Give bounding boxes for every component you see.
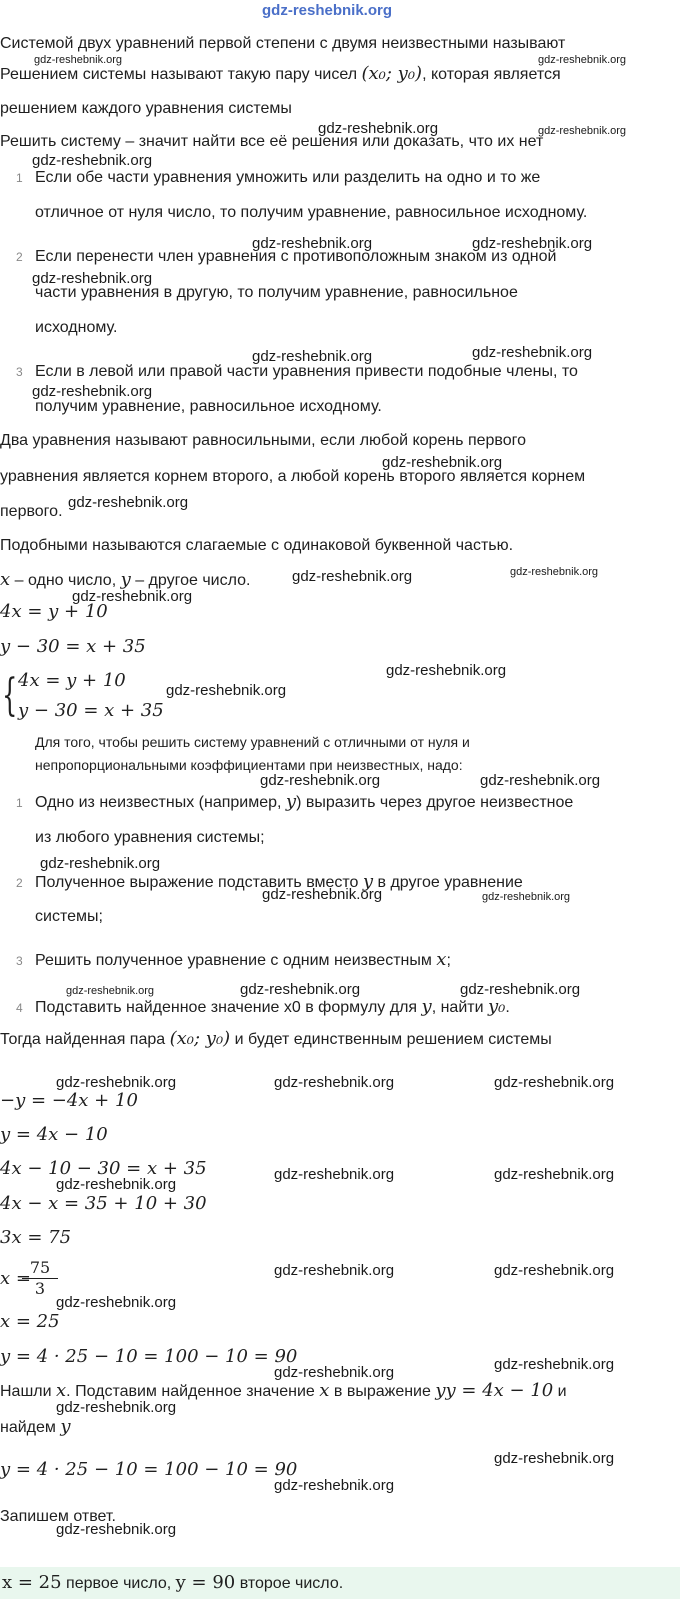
watermark: gdz-reshebnik.org: [32, 152, 153, 169]
watermark: gdz-reshebnik.org: [538, 54, 627, 66]
step-number: 2: [16, 876, 23, 890]
step-text: .: [505, 999, 510, 1016]
step-var: x: [436, 949, 447, 970]
fraction-lhs: x =: [0, 1268, 31, 1289]
rule-number: 3: [16, 365, 23, 379]
watermark: gdz-reshebnik.org: [66, 985, 155, 997]
rule-2-line-2: части уравнения в другую, то получим уравнение, равносильное: [35, 284, 518, 301]
similar-definition: Подобными называются слагаемые с одинаковой буквенной частью.: [0, 537, 514, 554]
watermark: gdz-reshebnik.org: [252, 235, 373, 252]
watermark: gdz-reshebnik.org: [494, 1074, 615, 1091]
watermark: gdz-reshebnik.org: [274, 1166, 395, 1183]
var-text: – другое число.: [130, 572, 251, 589]
watermark: gdz-reshebnik.org: [56, 1294, 177, 1311]
rule-number: 1: [16, 171, 23, 185]
step-2-line-2: системы;: [35, 908, 103, 925]
watermark: gdz-reshebnik.org: [56, 1074, 177, 1091]
step-var: y: [362, 871, 374, 892]
watermark: gdz-reshebnik.org: [260, 772, 381, 789]
then-text: и будет единственным решением системы: [230, 1031, 552, 1048]
answer-line: [2, 1573, 343, 1594]
answer-y: y = 90: [175, 1572, 236, 1593]
watermark: gdz-reshebnik.org: [472, 344, 593, 361]
equation-1: 4x = y + 10: [0, 601, 108, 622]
rule-1-line-2: отличное от нуля число, то получим уравнение, равносильное исходному.: [35, 204, 588, 221]
step-4-line-1: [35, 997, 510, 1018]
rule-2-line-1: Если перенести член уравнения с противоположным знаком из одной: [35, 248, 557, 265]
intro-line-2: [0, 64, 561, 85]
watermark: gdz-reshebnik.org: [240, 981, 361, 998]
watermark: gdz-reshebnik.org: [56, 1399, 177, 1416]
answer-x: x = 25: [2, 1572, 62, 1593]
watermark: gdz-reshebnik.org: [56, 1176, 177, 1193]
step-3-line-1: [35, 950, 451, 971]
method-intro-line-2: непропорциональными коэффициентами при неизвестных, надо:: [35, 757, 463, 773]
fraction-numerator: 75: [22, 1258, 58, 1279]
rule-number: 2: [16, 250, 23, 264]
watermark: gdz-reshebnik.org: [252, 348, 373, 365]
step-1-line-2: из любого уравнения системы;: [35, 829, 265, 846]
var-y: y: [120, 569, 131, 590]
found-var: y: [60, 1416, 71, 1437]
step-var: y: [285, 791, 297, 812]
watermark: gdz-reshebnik.org: [56, 1521, 177, 1538]
step-number: 1: [16, 796, 23, 810]
solution-line: 4x − 10 − 30 = x + 35: [0, 1158, 207, 1179]
rule-3-line-2: получим уравнение, равносильное исходному.: [35, 398, 382, 415]
step-text: Подставить найденное значение x0 в формулу для: [35, 999, 422, 1016]
found-expression: yy = 4x − 10: [435, 1380, 554, 1401]
watermark: gdz-reshebnik.org: [274, 1364, 395, 1381]
watermark: gdz-reshebnik.org: [460, 981, 581, 998]
watermark: gdz-reshebnik.org: [32, 383, 153, 400]
rule-2-line-3: исходному.: [35, 319, 118, 336]
intro-line-2-text: Решением системы называют такую пару чисел: [0, 66, 362, 83]
watermark: gdz-reshebnik.org: [72, 588, 193, 605]
watermark: gdz-reshebnik.org: [386, 662, 507, 679]
rule-1-line-1: Если обе части уравнения умножить или разделить на одно и то же: [35, 169, 541, 186]
found-text: Нашли: [0, 1383, 57, 1400]
watermark: gdz-reshebnik.org: [494, 1262, 615, 1279]
pair-math: (x₀; y₀): [169, 1028, 231, 1049]
then-line: [0, 1029, 552, 1050]
rule-3-line-1: Если в левой или правой части уравнения привести подобные члены, то: [35, 363, 578, 380]
found-text: . Подставим найденное значение: [66, 1383, 320, 1400]
solution-line: y = 4x − 10: [0, 1124, 108, 1145]
step-text: Решить полученное уравнение с одним неизвестным: [35, 952, 437, 969]
watermark: gdz-reshebnik.org: [482, 891, 571, 903]
watermark: gdz-reshebnik.org: [472, 235, 593, 252]
watermark: gdz-reshebnik.org: [538, 125, 627, 137]
step-text: ;: [446, 952, 451, 969]
system-brace: {: [2, 670, 18, 721]
solution-line: −y = −4x + 10: [0, 1090, 138, 1111]
system-equation-2: y − 30 = x + 35: [18, 700, 164, 721]
step-var: y₀: [487, 996, 506, 1017]
step-text: Полученное выражение подставить вместо: [35, 874, 363, 891]
watermark: gdz-reshebnik.org: [68, 494, 189, 511]
watermark: gdz-reshebnik.org: [494, 1356, 615, 1373]
watermark: gdz-reshebnik.org: [318, 120, 439, 137]
system-equation-1: 4x = y + 10: [18, 670, 126, 691]
pair-math: (x₀; y₀): [361, 63, 423, 84]
answer-text: второе число.: [235, 1575, 344, 1592]
watermark: gdz-reshebnik.org: [510, 566, 599, 578]
found-line-2: [0, 1417, 71, 1438]
intro-line-4: Решить систему – значит найти все её решения или доказать, что их нет: [0, 133, 544, 150]
fraction-denominator: 3: [34, 1279, 46, 1298]
intro-line-3: решением каждого уравнения системы: [0, 100, 292, 117]
watermark: gdz-reshebnik.org: [274, 1262, 395, 1279]
watermark: gdz-reshebnik.org: [382, 454, 503, 471]
watermark: gdz-reshebnik.org: [274, 1477, 395, 1494]
found-text: и: [553, 1383, 567, 1400]
found-text: найдем: [0, 1419, 61, 1436]
step-number: 4: [16, 1001, 23, 1015]
solution-line: 3x = 75: [0, 1227, 72, 1248]
write-answer: Запишем ответ.: [0, 1508, 116, 1525]
answer-text: первое число,: [61, 1575, 176, 1592]
found-text: в выражение: [329, 1383, 436, 1400]
equivalent-line-1: Два уравнения называют равносильными, если любой корень первого: [0, 432, 527, 449]
watermark: gdz-reshebnik.org: [262, 886, 383, 903]
solution-line: 4x − x = 35 + 10 + 30: [0, 1193, 207, 1214]
watermark: gdz-reshebnik.org: [40, 855, 161, 872]
watermark: gdz-reshebnik.org: [274, 1074, 395, 1091]
found-var: x: [319, 1380, 330, 1401]
fraction: [22, 1258, 58, 1299]
found-var: x: [56, 1380, 67, 1401]
var-x: x: [0, 569, 11, 590]
x-result: x = 25: [0, 1311, 60, 1332]
equation-2: y − 30 = x + 35: [0, 636, 146, 657]
y-computation-1: y = 4 · 25 − 10 = 100 − 10 = 90: [0, 1346, 298, 1367]
step-text: в другое уравнение: [373, 874, 523, 891]
watermark: gdz-reshebnik.org: [32, 270, 153, 287]
intro-line-2-text-end: , которая является: [422, 66, 561, 83]
equivalent-line-3: первого.: [0, 503, 63, 520]
intro-line-1: Системой двух уравнений первой степени с двумя неизвестными называют: [0, 35, 566, 52]
step-text: ) выразить через другое неизвестное: [296, 794, 574, 811]
watermark: gdz-reshebnik.org: [34, 54, 123, 66]
step-var: y: [421, 996, 432, 1017]
var-text: – одно число,: [10, 572, 121, 589]
watermark-top: gdz-reshebnik.org: [262, 2, 393, 19]
watermark: gdz-reshebnik.org: [480, 772, 601, 789]
step-text: Одно из неизвестных (например,: [35, 794, 286, 811]
equivalent-line-2: уравнения является корнем второго, а любой корень второго является корнем: [0, 468, 586, 485]
step-text: , найти: [431, 999, 488, 1016]
then-text: Тогда найденная пара: [0, 1031, 170, 1048]
watermark: gdz-reshebnik.org: [292, 568, 413, 585]
watermark: gdz-reshebnik.org: [166, 682, 287, 699]
method-intro-line-1: Для того, чтобы решить систему уравнений с отличными от нуля и: [35, 734, 470, 750]
step-1-line-1: [35, 792, 573, 813]
y-computation-2: y = 4 · 25 − 10 = 100 − 10 = 90: [0, 1459, 298, 1480]
step-number: 3: [16, 954, 23, 968]
watermark: gdz-reshebnik.org: [494, 1166, 615, 1183]
watermark: gdz-reshebnik.org: [494, 1450, 615, 1467]
